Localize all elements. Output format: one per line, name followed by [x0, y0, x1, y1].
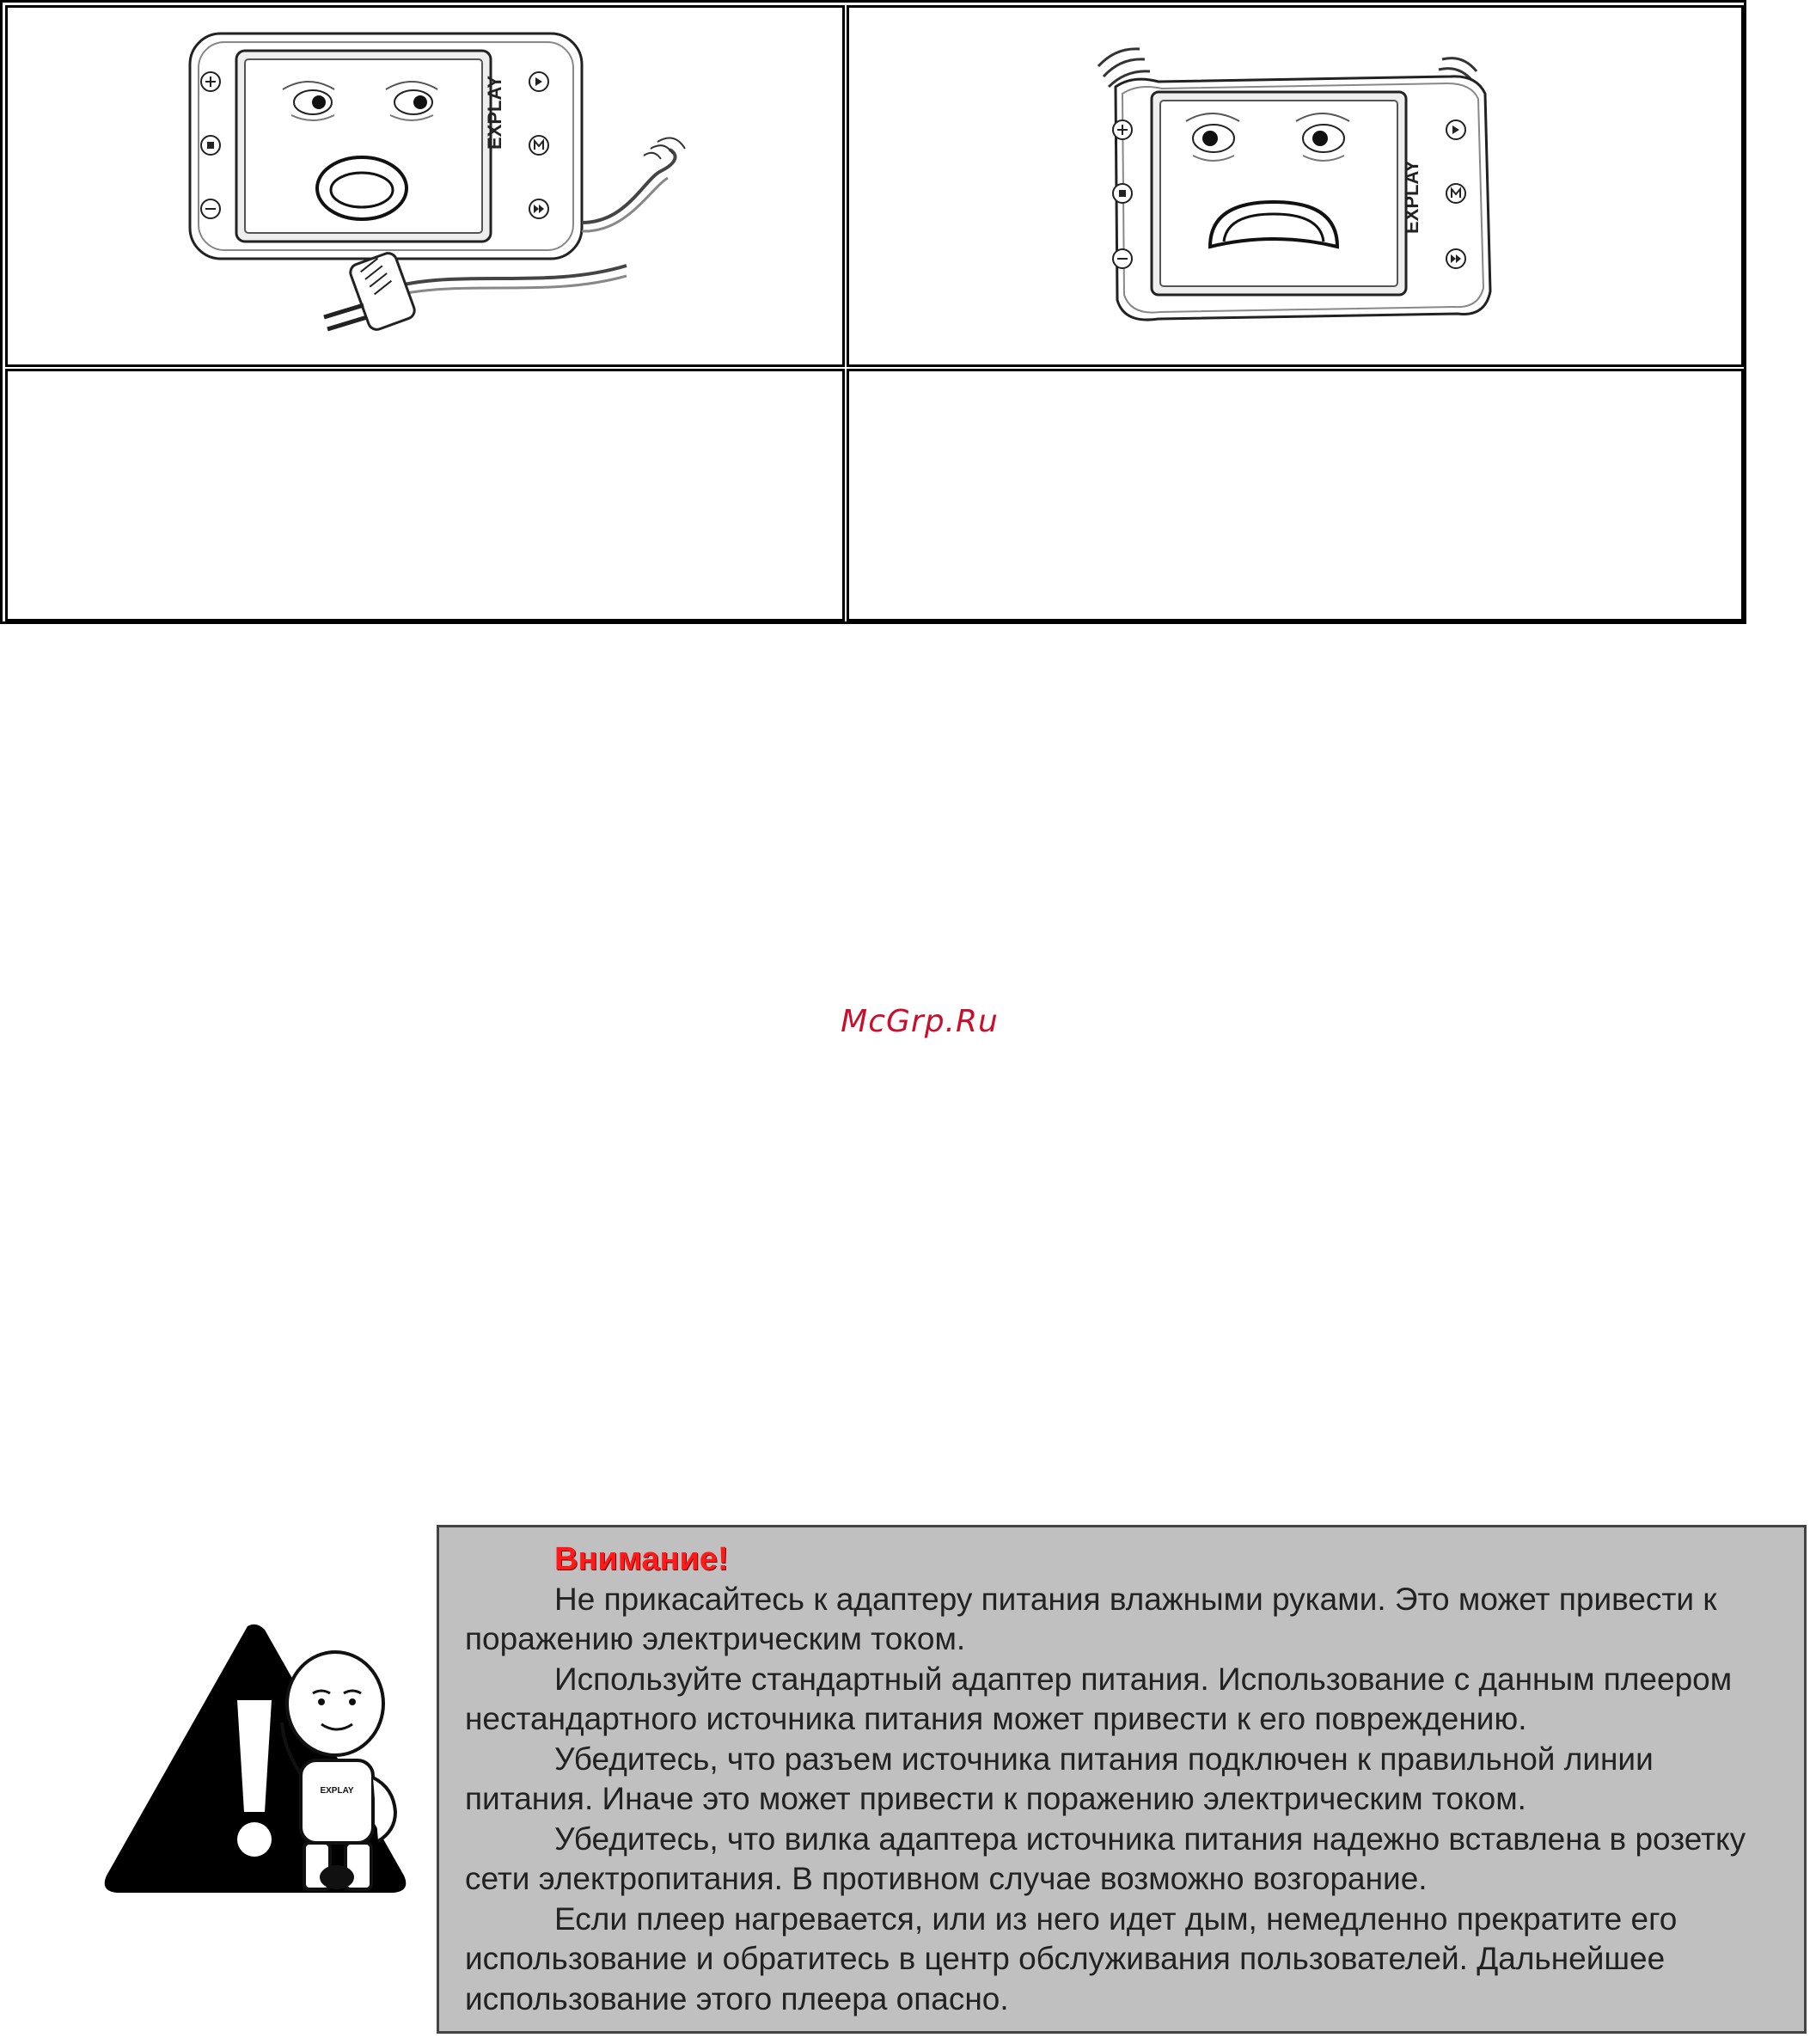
- play-icon: [1446, 120, 1465, 139]
- cell-empty-right: [847, 369, 1744, 621]
- minus-icon: [1113, 249, 1132, 268]
- rewind-icon: [1446, 249, 1465, 268]
- cell-empty-left: [5, 369, 845, 621]
- menu-icon: [201, 136, 220, 155]
- watermark: McGrp.Ru: [841, 1004, 999, 1039]
- plus-icon: [201, 72, 220, 91]
- robot-brand: EXPLAY: [320, 1786, 354, 1796]
- brand-logo: EXPLAY: [1401, 159, 1422, 235]
- minus-icon: [201, 199, 220, 218]
- notice-paragraph: Убедитесь, что разъем источника питания подключен к правильной линии питания. Иначе это может привести к поражению электрическим током.: [465, 1741, 1654, 1816]
- shaking-player-illustration: [849, 8, 1741, 364]
- cell-player-with-adapter: [5, 5, 845, 367]
- warning-notice: [437, 1525, 1807, 2034]
- menu-icon: [1113, 184, 1132, 203]
- illustration-table: [0, 0, 1746, 624]
- notice-paragraph: Не прикасайтесь к адаптеру питания влажными руками. Это может привести к поражению электрическим током.: [465, 1581, 1717, 1656]
- notice-paragraph: Убедитесь, что вилка адаптера источника питания надежно вставлена в розетку сети электропитания. В противном случае возможно возгорание.: [465, 1821, 1746, 1896]
- rewind-icon: [529, 199, 548, 218]
- brand-logo: EXPLAY: [484, 75, 505, 150]
- mode-icon: [529, 136, 548, 155]
- player-with-charger-illustration: [8, 8, 842, 364]
- mode-icon: [1446, 184, 1465, 203]
- cell-player-shaking: [847, 5, 1744, 367]
- notice-paragraph: Если плеер нагревается, или из него идет дым, немедленно прекратите его использование и обратитесь в центр обслуживания пользователей. Дальнейшее использование этого плеера опасно.: [465, 1900, 1678, 2016]
- notice-title: Внимание!: [554, 1541, 729, 1577]
- plus-icon: [1113, 120, 1132, 139]
- play-icon: [529, 72, 548, 91]
- plug-icon: [324, 251, 417, 332]
- warning-robot-icon: [101, 1623, 411, 1906]
- notice-paragraph: Используйте стандартный адаптер питания. Использование с данным плеером нестандартного источника питания может привести к его повреждению.: [465, 1661, 1733, 1736]
